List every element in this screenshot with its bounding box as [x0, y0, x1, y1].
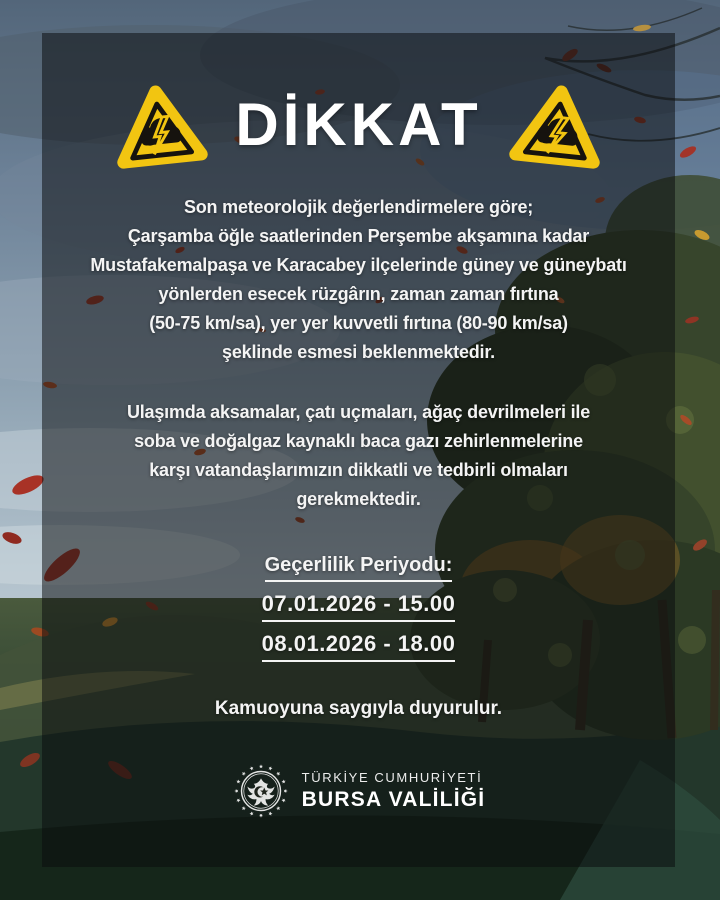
storm-warning-icon-right — [505, 76, 610, 174]
body-line: şeklinde esmesi beklenmektedir. — [222, 342, 495, 362]
closing-statement: Kamuoyuna saygıyla duyurulur. — [214, 698, 503, 719]
footer-logo — [42, 762, 675, 820]
body-line: (50-75 km/sa), yer yer kuvvetli fırtına (80-90 km/sa) — [149, 313, 568, 333]
validity-heading: Geçerlilik Periyodu: — [265, 554, 453, 582]
body-line: Çarşamba öğle saatlerinden Perşembe akşamına kadar — [127, 226, 590, 246]
validity-date-row — [42, 591, 675, 622]
org-governorship-line: BURSA VALİLİĞİ — [301, 788, 486, 812]
validity-period-section — [42, 554, 675, 662]
body-line: Son meteorolojik değerlendirmelere göre; — [183, 197, 534, 217]
warning-paragraph — [42, 193, 675, 367]
org-country-line: TÜRKİYE CUMHURİYETİ — [301, 769, 483, 785]
validity-date-start: 07.01.2026 - 15.00 — [262, 591, 456, 622]
turkish-government-emblem-icon — [232, 762, 290, 820]
header — [42, 81, 675, 169]
validity-date-row — [42, 631, 675, 662]
body-line: gerekmektedir. — [296, 489, 421, 509]
announcement-card — [42, 33, 675, 867]
body-line: Mustafakemalpaşa ve Karacabey ilçelerinde güney ve güneybatı — [90, 255, 627, 275]
storm-warning-icon-left — [107, 76, 212, 174]
validity-date-end: 08.01.2026 - 18.00 — [262, 631, 456, 662]
body-line: yönlerden esecek rüzgârın, zaman zaman fırtına — [158, 284, 559, 304]
body-line: soba ve doğalgaz kaynaklı baca gazı zehirlenmelerine — [134, 431, 583, 451]
caution-paragraph — [42, 398, 675, 514]
body-line: Ulaşımda aksamalar, çatı uçmaları, ağaç devrilmeleri ile — [126, 402, 591, 422]
body-line: karşı vatandaşlarımızın dikkatli ve tedbirli olmaları — [149, 460, 568, 480]
page-title: DİKKAT — [235, 91, 482, 158]
organization-name — [302, 770, 486, 813]
